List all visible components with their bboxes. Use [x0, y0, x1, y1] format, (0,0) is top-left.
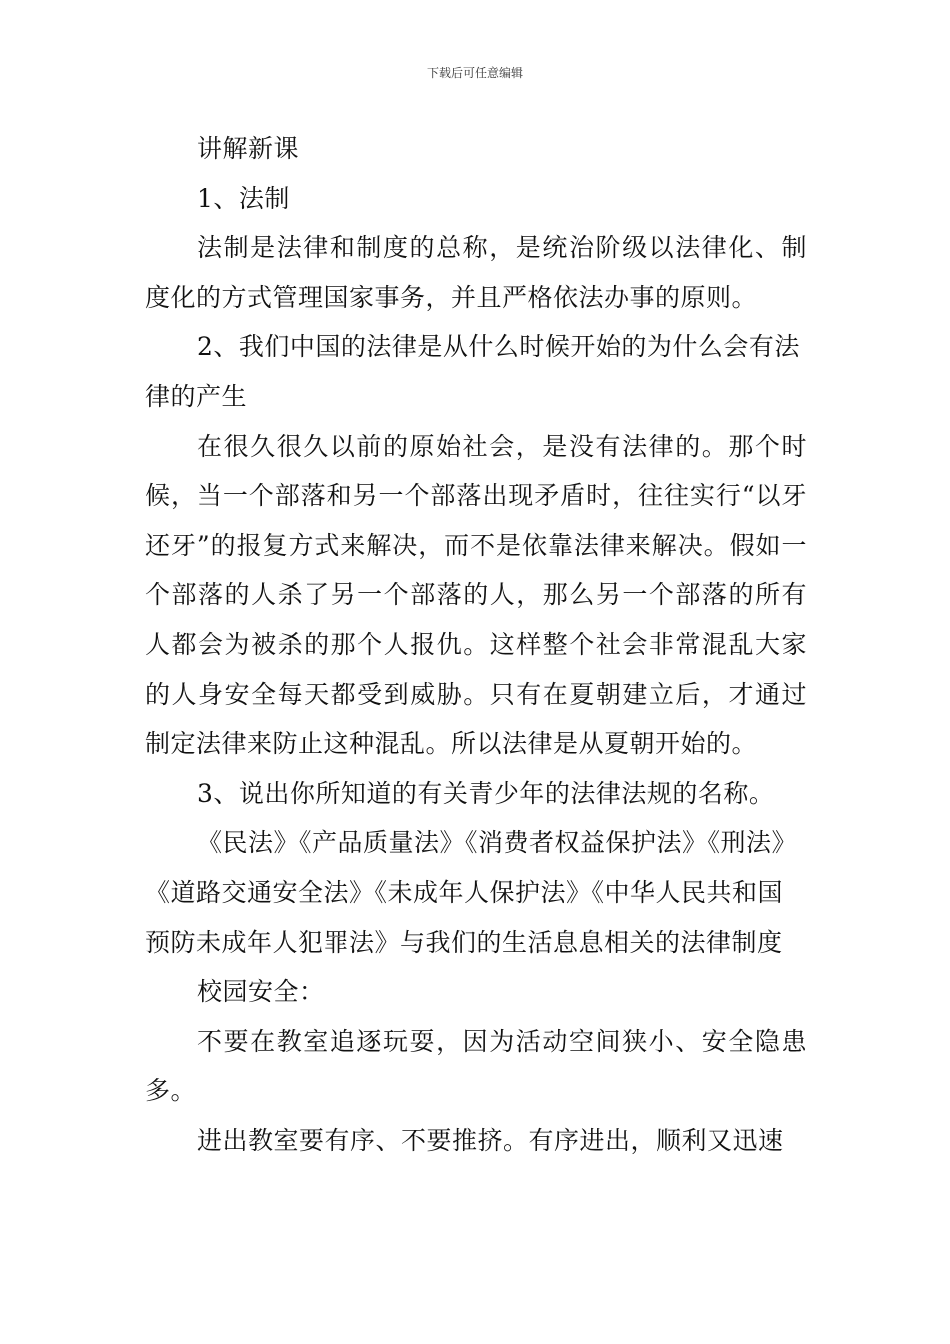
- subheading-campus-safety: 校园安全：: [197, 977, 325, 1007]
- page-header: 下载后可任意编辑: [426, 66, 523, 80]
- item-heading-legal-system: 1、法制: [197, 183, 290, 213]
- item-heading-youth-laws: 3、说出你所知道的有关青少年的法律法规的名称。: [197, 778, 775, 808]
- paragraph-campus-safety-1: 不要在教室追逐玩耍，因为活动空间狭小、安全隐患多。: [145, 1026, 807, 1106]
- paragraph-law-origin: 在很久很久以前的原始社会，是没有法律的。那个时候，当一个部落和另一个部落出现矛盾时，往往实行“以牙还牙”的报复方式来解决，而不是依靠法律来解决。假如一个部落的人杀了另一个部落的人，那么另一个部落的所有人都会为被杀的那个人报仇。这样整个社会非常混乱大家的人身安全每天都受到威胁。只有在夏朝建立后，才通过制定法律来防止这种混乱。所以法律是从夏朝开始的。: [145, 431, 807, 759]
- document-body: [145, 124, 807, 1165]
- section-heading: 讲解新课: [197, 134, 300, 163]
- paragraph-youth-laws-list: 《民法》《产品质量法》《消费者权益保护法》《刑法》《道路交通安全法》《未成年人保护法》《中华人民共和国预防未成年人犯罪法》与我们的生活息息相关的法律制度: [145, 828, 798, 957]
- item-heading-law-origin: 2、我们中国的法律是从什么时候开始的为什么会有法律的产生: [145, 332, 800, 411]
- paragraph-campus-safety-2: 进出教室要有序、不要推挤。有序进出，顺利又迅速: [197, 1125, 784, 1155]
- paragraph-legal-system-definition: 法制是法律和制度的总称，是统治阶级以法律化、制度化的方式管理国家事务，并且严格依法办事的原则。: [145, 233, 807, 312]
